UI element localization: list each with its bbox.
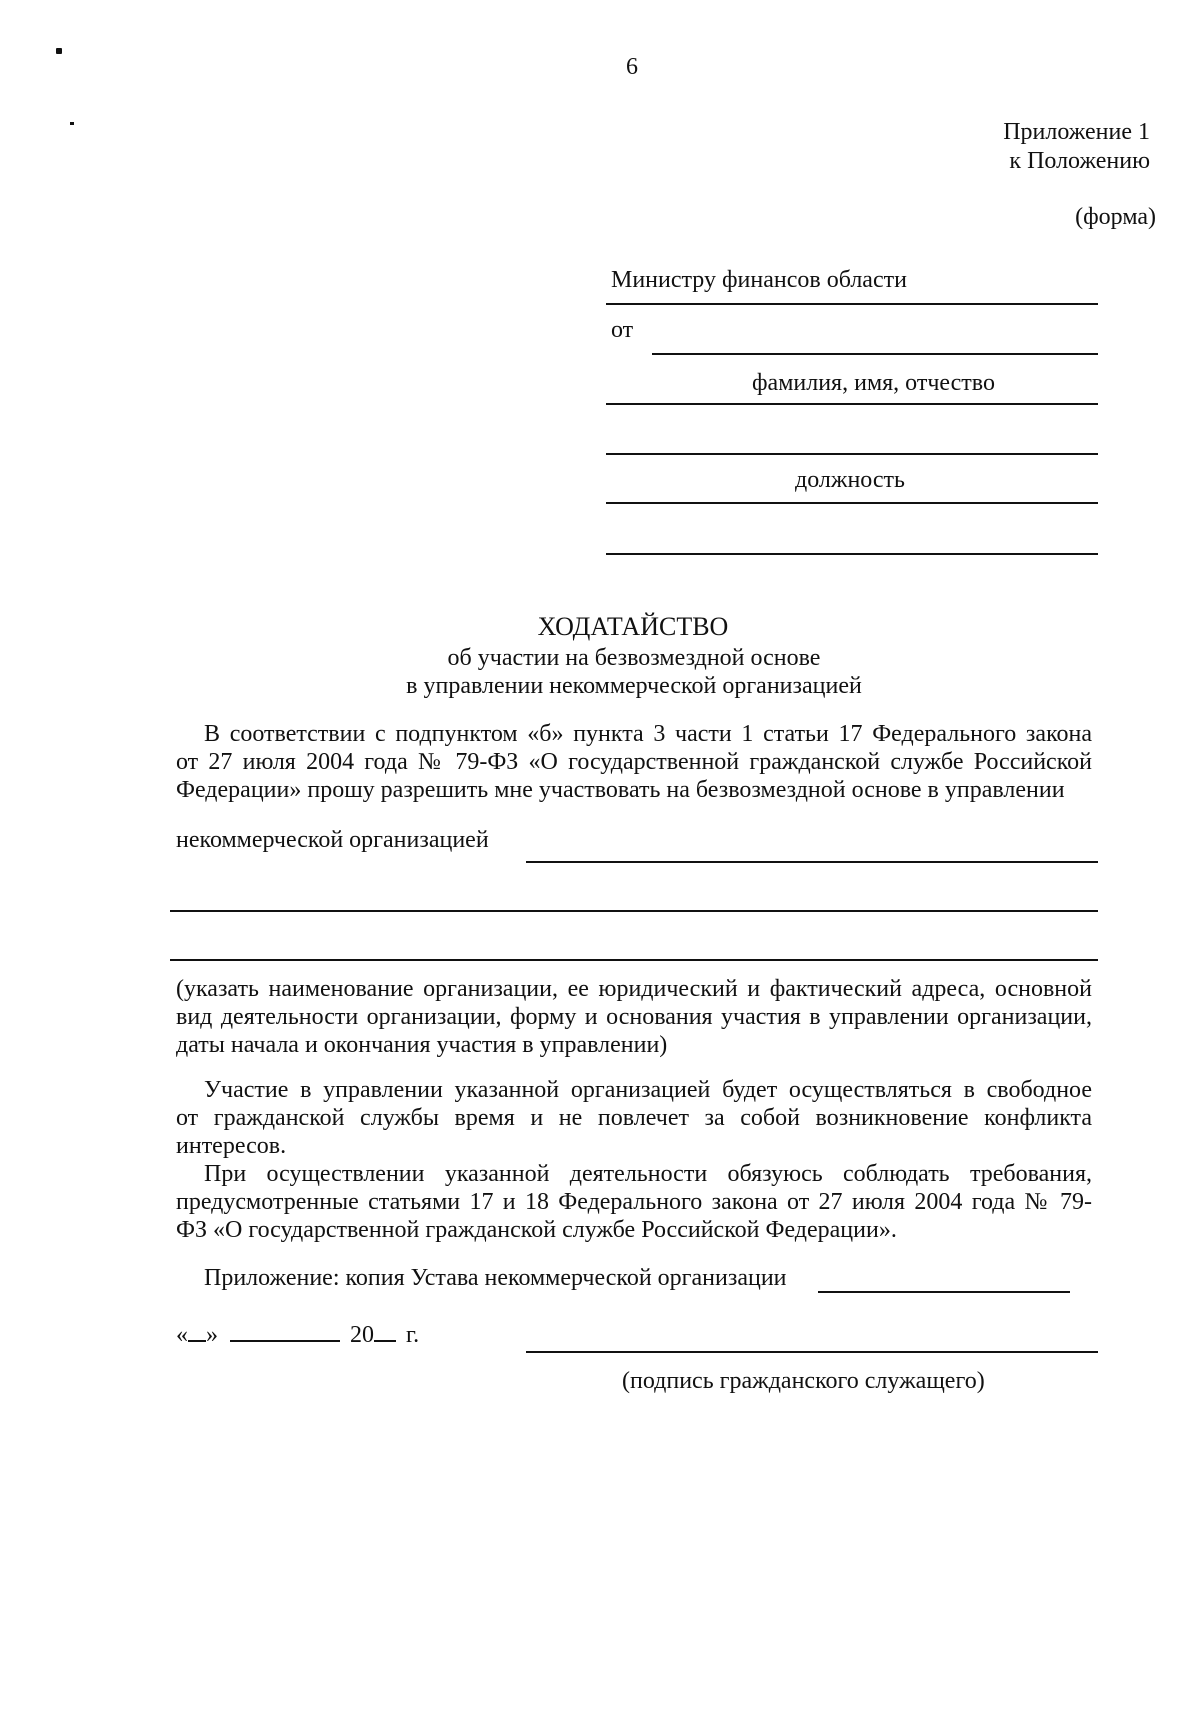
organization-line-2 — [170, 910, 1098, 912]
paragraph-request — [176, 720, 1092, 804]
year-prefix: 20 — [350, 1322, 374, 1348]
paragraph-line: ФЗ «О государственной гражданской службе Российской Федерации». — [176, 1217, 897, 1243]
addressee-to-line — [606, 303, 1098, 305]
signature-caption: (подпись гражданского служащего) — [622, 1368, 985, 1394]
paragraph-line: от гражданской службы время и не повлечет за собой возникновение конфликта — [176, 1105, 1092, 1131]
title-sub-2: в управлении некоммерческой организацией — [406, 673, 862, 699]
title-sub-1: об участии на безвозмездной основе — [447, 645, 821, 671]
paragraph-line: При осуществлении указанной деятельности обязуюсь соблюдать требования, — [204, 1161, 1092, 1187]
position-line — [606, 502, 1098, 504]
paragraph-line: от 27 июля 2004 года № 79-ФЗ «О государственной гражданской службе Российской — [176, 749, 1092, 775]
fio-line — [606, 403, 1098, 405]
extra-line-1 — [606, 453, 1098, 455]
attachment-line — [818, 1291, 1070, 1293]
quote-open: « — [176, 1322, 188, 1348]
scan-speck — [70, 122, 74, 125]
hint-line: вид деятельности организации, форму и основания участия в управлении организации, — [176, 1004, 1092, 1030]
organization-hint — [176, 975, 1092, 1059]
addressee-from-line — [652, 353, 1098, 355]
paragraph-line: Федерации» прошу разрешить мне участвовать на безвозмездной основе в управлении — [176, 777, 1065, 803]
appendix-line-1: Приложение 1 — [1003, 119, 1150, 145]
document-title: ХОДАТАЙСТВО — [537, 612, 729, 641]
paragraph-line: Участие в управлении указанной организацией будет осуществляться в свободное — [204, 1077, 1092, 1103]
hint-line: (указать наименование организации, ее юридический и фактический адреса, основной — [176, 976, 1092, 1002]
paragraph-line: интересов. — [176, 1133, 287, 1159]
form-label: (форма) — [1075, 204, 1156, 230]
attachment-label: Приложение: копия Устава некоммерческой организации — [204, 1265, 787, 1291]
paragraph-line: предусмотренные статьями 17 и 18 Федерального закона от 27 июля 2004 года № 79- — [176, 1189, 1092, 1215]
year-suffix: г. — [406, 1322, 420, 1348]
signature-line — [526, 1351, 1098, 1353]
paragraph-obligation — [176, 1160, 1092, 1244]
organization-line-3 — [170, 959, 1098, 961]
date-field — [176, 1318, 419, 1349]
quote-close: » — [206, 1322, 218, 1348]
addressee-to: Министру финансов области — [611, 267, 907, 293]
scan-speck — [56, 48, 62, 54]
page-number: 6 — [626, 54, 638, 80]
month-blank — [230, 1318, 340, 1342]
extra-line-2 — [606, 553, 1098, 555]
paragraph-free-time — [176, 1076, 1092, 1160]
addressee-from: от — [611, 317, 634, 343]
hint-line: даты начала и окончания участия в управлении) — [176, 1032, 668, 1058]
year-blank — [374, 1318, 396, 1342]
organization-line-1 — [526, 861, 1098, 863]
day-blank — [188, 1318, 206, 1342]
position-caption: должность — [795, 467, 905, 493]
appendix-line-2: к Положению — [1009, 148, 1150, 174]
organization-label: некоммерческой организацией — [176, 827, 489, 853]
paragraph-line: В соответствии с подпунктом «б» пункта 3 части 1 статьи 17 Федерального закона — [204, 721, 1092, 747]
fio-caption: фамилия, имя, отчество — [752, 370, 995, 396]
